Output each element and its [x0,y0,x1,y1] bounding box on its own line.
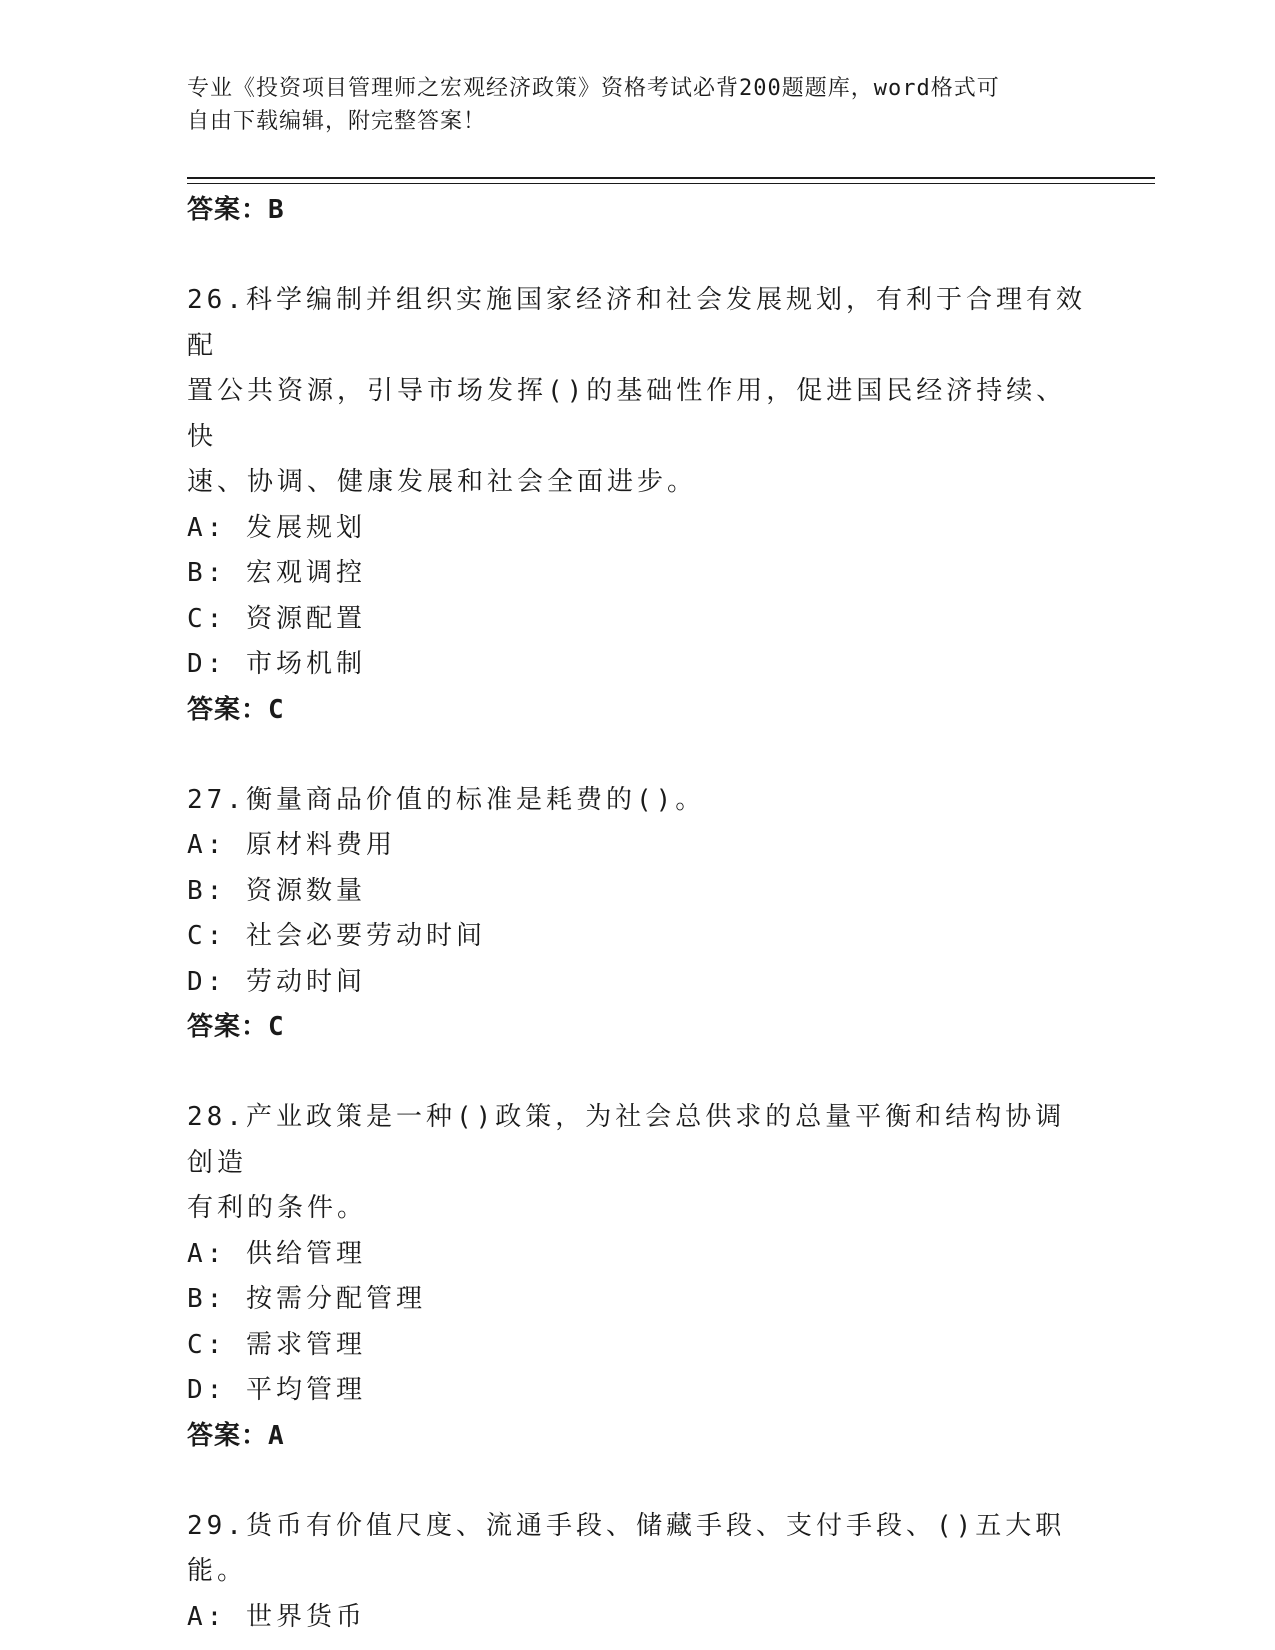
option-c: C: 社会必要劳动时间 [187,921,486,951]
question-line: 速、协调、健康发展和社会全面进步。 [187,467,698,497]
spacer [187,1458,1087,1504]
question-26 [187,278,1087,732]
option-b: B: 按需分配管理 [187,1284,426,1314]
option-c: C: 需求管理 [187,1329,366,1360]
spacer [187,1049,1087,1095]
header-divider-thick [187,177,1155,179]
document-header [187,72,1067,138]
option-a: A: 发展规划 [187,512,366,543]
option-a: A: 世界货币 [187,1601,366,1632]
question-27 [187,778,1087,1050]
option-b: B: 宏观调控 [187,558,366,588]
header-line-2: 自由下载编辑，附完整答案！ [187,109,487,134]
question-line: 27.衡量商品价值的标准是耗费的()。 [187,784,706,815]
question-28 [187,1095,1087,1458]
spacer [187,232,1087,278]
header-line-1: 专业《投资项目管理师之宏观经济政策》资格考试必背200题题库，word格式可 [187,76,1000,101]
question-line: 置公共资源，引导市场发挥()的基础性作用，促进国民经济持续、快 [187,376,1067,452]
spacer [187,732,1087,778]
answer: 答案：C [187,694,285,725]
question-29-text [187,1504,1087,1595]
question-content [187,188,1087,1640]
option-b: B: 资源数量 [187,875,366,906]
question-26-text [187,278,1087,506]
question-28-text [187,1095,1087,1232]
question-27-text [187,778,1087,824]
option-a: A: 供给管理 [187,1238,366,1269]
question-line: 有利的条件。 [187,1193,368,1223]
answer: 答案：C [187,1012,285,1042]
question-line: 28.产业政策是一种()政策，为社会总供求的总量平衡和结构协调创造 [187,1102,1066,1178]
option-c: C: 资源配置 [187,603,366,634]
option-d: D: 市场机制 [187,649,366,679]
question-29 [187,1504,1087,1641]
previous-answer: 答案：B [187,195,285,225]
question-line: 29.货币有价值尺度、流通手段、储藏手段、支付手段、()五大职能。 [187,1510,1066,1586]
question-line: 26.科学编制并组织实施国家经济和社会发展规划，有利于合理有效配 [187,285,1086,361]
option-a: A: 原材料费用 [187,830,396,860]
header-divider-thin [187,183,1155,184]
option-d: D: 劳动时间 [187,966,366,997]
option-d: D: 平均管理 [187,1375,366,1405]
answer: 答案：A [187,1420,285,1451]
